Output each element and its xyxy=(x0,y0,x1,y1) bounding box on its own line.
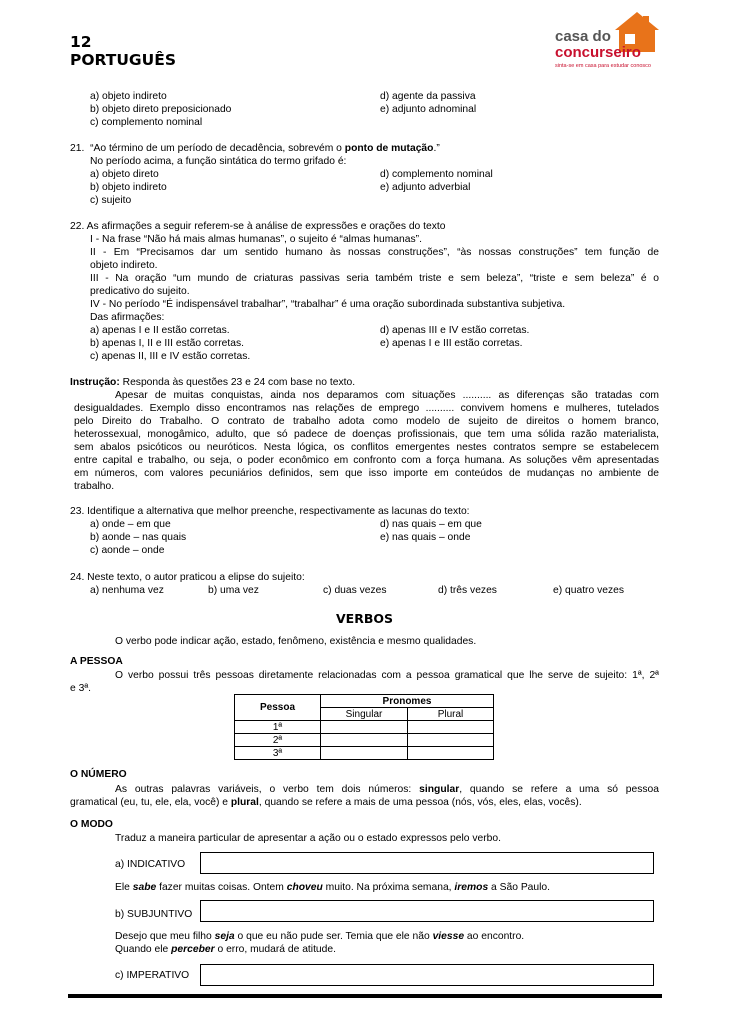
q20-option-a: a) objeto indireto xyxy=(90,91,167,102)
numero-text-2-post: , quando se refere a mais de uma pessoa (nós, vós, eles, elas, vocês). xyxy=(258,797,582,808)
q24-option-b: b) uma vez xyxy=(208,585,259,596)
numero-text-2-pre: gramatical (eu, tu, ele, ela, você) e xyxy=(70,797,231,808)
numero-plural: plural xyxy=(230,797,259,808)
numero-singular: singular xyxy=(419,784,460,795)
modo-title: O MODO xyxy=(70,819,113,830)
q23-option-a: a) onde – em que xyxy=(90,519,171,530)
q21-line2: No período acima, a função sintática do termo grifado é: xyxy=(90,156,347,167)
q22-option-a: a) apenas I e II estão corretas. xyxy=(90,325,230,336)
numero-text-1-post: , quando se refere a uma só pessoa xyxy=(459,784,659,795)
q21-option-c: c) sujeito xyxy=(90,195,132,206)
table-cell-empty xyxy=(321,734,408,747)
indicativo-example xyxy=(115,881,550,894)
table-cell-empty xyxy=(408,734,494,747)
q24-option-a: a) nenhuma vez xyxy=(90,585,164,596)
q22-item-ii-line2: objeto indireto. xyxy=(90,260,158,271)
sub1-text-2: o que eu não pude ser. Temia que ele não xyxy=(234,931,433,942)
logo-line1: casa do xyxy=(555,28,611,45)
q22-item-iii-line2: predicativo do sujeito. xyxy=(90,286,190,297)
q22-option-d: d) apenas III e IV estão corretas. xyxy=(380,325,530,336)
q21-option-d: d) complemento nominal xyxy=(380,169,493,180)
q23-option-e: e) nas quais – onde xyxy=(380,532,471,543)
casa-do-concurseiro-logo xyxy=(555,8,665,72)
q22-item-ii-line1: II - Em “Precisamos dar um sentido humano às nossas construções”, “às nossas construções” tem função de xyxy=(90,247,659,258)
table-cell-pessoa: 3ª xyxy=(235,747,321,760)
table-header-plural: Plural xyxy=(408,708,494,721)
ind-verb-iremos: iremos xyxy=(454,882,489,893)
ind-verb-choveu: choveu xyxy=(286,882,323,893)
q23-option-d: d) nas quais – em que xyxy=(380,519,482,530)
q24-option-e: e) quatro vezes xyxy=(553,585,624,596)
indicativo-box xyxy=(200,852,654,874)
numero-title: O NÚMERO xyxy=(70,769,127,780)
ind-text-2: fazer muitas coisas. Ontem xyxy=(156,882,287,893)
q20-option-c: c) complemento nominal xyxy=(90,117,203,128)
pessoa-text-2: e 3ª. xyxy=(70,683,91,694)
q22-stem: 22. As afirmações a seguir referem-se à análise de expressões e orações do texto xyxy=(70,221,446,232)
q24-option-c: c) duas vezes xyxy=(323,585,387,596)
q23-option-c: c) aonde – onde xyxy=(90,545,165,556)
ind-text-4: a São Paulo. xyxy=(488,882,551,893)
q24-option-d: d) três vezes xyxy=(438,585,497,596)
subjuntivo-example-1 xyxy=(115,930,524,943)
q24-stem: 24. Neste texto, o autor praticou a elipse do sujeito: xyxy=(70,572,305,583)
table-header-singular: Singular xyxy=(321,708,408,721)
sub1-verb-seja: seja xyxy=(214,931,235,942)
numero-text-2 xyxy=(70,796,582,809)
footer-rule xyxy=(68,994,662,998)
table-cell-empty xyxy=(321,721,408,734)
sub2-verb-perceber: perceber xyxy=(171,944,215,955)
modo-intro: Traduz a maneira particular de apresentar a ação ou o estado expressos pelo verbo. xyxy=(115,833,501,844)
table-header-pessoa: Pessoa xyxy=(235,695,321,721)
q21-option-a: a) objeto direto xyxy=(90,169,159,180)
q22-option-c: c) apenas II, III e IV estão corretas. xyxy=(90,351,251,362)
subjuntivo-box xyxy=(200,900,654,922)
q22-item-iii-line1: III - Na oração “um mundo de criaturas passivas seria também triste e sem beleza”, “triste e sem beleza” é o xyxy=(90,273,659,284)
q20-option-b: b) objeto direto preposicionado xyxy=(90,104,232,115)
texto-line-3: pelo Direito do Trabalho. O contrato de trabalho adota como modelo de sujeito de direitos o homem branco, xyxy=(74,416,659,427)
sub2-text-2: o erro, mudará de atitude. xyxy=(214,944,336,955)
texto-line-5: sem abalos psicóticos ou neuróticos. Nesta lógica, os conflitos emergentes nestes contratos sempre se estabelecem xyxy=(74,442,659,453)
table-row xyxy=(235,721,494,734)
texto-line-2: desigualdades. Exemplo disso encontramos nas relações de emprego .......... convivem homens e mulheres, tutelados xyxy=(74,403,659,414)
q21-number: 21. xyxy=(70,143,85,154)
pessoa-text-1: O verbo possui três pessoas diretamente relacionadas com a pessoa gramatical que lhe serve de sujeito: 1ª, 2ª xyxy=(115,670,659,681)
table-row xyxy=(235,734,494,747)
numero-text-1-pre: As outras palavras variáveis, o verbo tem dois números: xyxy=(115,784,420,795)
logo-line2: concurseiro xyxy=(555,44,641,61)
verbos-intro: O verbo pode indicar ação, estado, fenômeno, existência e mesmo qualidades. xyxy=(115,636,477,647)
q23-stem: 23. Identifique a alternativa que melhor preenche, respectivamente as lacunas do texto: xyxy=(70,506,470,517)
texto-line-4: heterossexual, monogâmico, adulto, que só padece de doenças profissionais, que tem uma sólida razão materialista, xyxy=(74,429,659,440)
verbos-title: VERBOS xyxy=(336,611,393,626)
table-cell-empty xyxy=(408,721,494,734)
q20-option-d: d) agente da passiva xyxy=(380,91,476,102)
table-cell-pessoa: 2ª xyxy=(235,734,321,747)
sub1-text-3: ao encontro. xyxy=(464,931,525,942)
sub1-text-1: Desejo que meu filho xyxy=(115,931,215,942)
subject-title: PORTUGUÊS xyxy=(70,51,176,69)
q22-item-iv: IV - No período “É indispensável trabalhar”, “trabalhar” é uma oração subordinada substantiva subjetiva. xyxy=(90,299,566,310)
q21-stem-bold: ponto de mutação xyxy=(344,143,434,154)
ind-verb-sabe: sabe xyxy=(132,882,157,893)
texto-line-8: trabalho. xyxy=(74,481,115,492)
table-cell-pessoa: 1ª xyxy=(235,721,321,734)
page-number: 12 xyxy=(70,33,92,51)
subjuntivo-label: b) SUBJUNTIVO xyxy=(115,909,193,920)
ind-text-1: Ele xyxy=(115,882,133,893)
q23-option-b: b) aonde – nas quais xyxy=(90,532,187,543)
table-row xyxy=(235,747,494,760)
instrucao-label: Instrução: xyxy=(70,377,120,388)
q22-item-i: I - Na frase “Não há mais almas humanas”, o sujeito é “almas humanas”. xyxy=(90,234,422,245)
sub1-verb-viesse: viesse xyxy=(432,931,465,942)
texto-line-7: em números, com valores pecuniários definidos, sem que isso importe em conteúdos de mudanças no ambiente de xyxy=(74,468,659,479)
pronomes-table xyxy=(234,694,494,760)
instrucao-text: Responda às questões 23 e 24 com base no texto. xyxy=(119,377,356,388)
q21-stem-text: “Ao término de um período de decadência, sobrevém o xyxy=(90,143,345,154)
q21-stem xyxy=(70,142,440,155)
q20-option-e: e) adjunto adnominal xyxy=(380,104,477,115)
numero-text-1 xyxy=(115,783,659,796)
table-cell-empty xyxy=(408,747,494,760)
q21-option-e: e) adjunto adverbial xyxy=(380,182,471,193)
imperativo-label: c) IMPERATIVO xyxy=(115,970,190,981)
q22-option-b: b) apenas I, II e III estão corretas. xyxy=(90,338,244,349)
q22-option-e: e) apenas I e III estão corretas. xyxy=(380,338,523,349)
q21-option-b: b) objeto indireto xyxy=(90,182,167,193)
imperativo-box xyxy=(200,964,654,986)
table-header-pronomes: Pronomes xyxy=(321,695,494,708)
texto-line-1: Apesar de muitas conquistas, ainda nos deparamos com situações .......... as diferenças são tratadas com xyxy=(115,390,659,401)
table-cell-empty xyxy=(321,747,408,760)
texto-line-6: entre capital e trabalho, ou seja, o poder econômico em confronto com a força humana. As soluções vêm apresentadas xyxy=(74,455,659,466)
logo-tagline: sinta-se em casa para estudar conosco xyxy=(555,63,651,69)
ind-text-3: muito. Na próxima semana, xyxy=(322,882,455,893)
sub2-text-1: Quando ele xyxy=(115,944,172,955)
q21-stem-end: .” xyxy=(433,143,440,154)
pessoa-title: A PESSOA xyxy=(70,656,123,667)
indicativo-label: a) INDICATIVO xyxy=(115,859,186,870)
q22-das-afirmacoes: Das afirmações: xyxy=(90,312,165,323)
subjuntivo-example-2 xyxy=(115,943,336,956)
instrucao xyxy=(70,376,355,389)
